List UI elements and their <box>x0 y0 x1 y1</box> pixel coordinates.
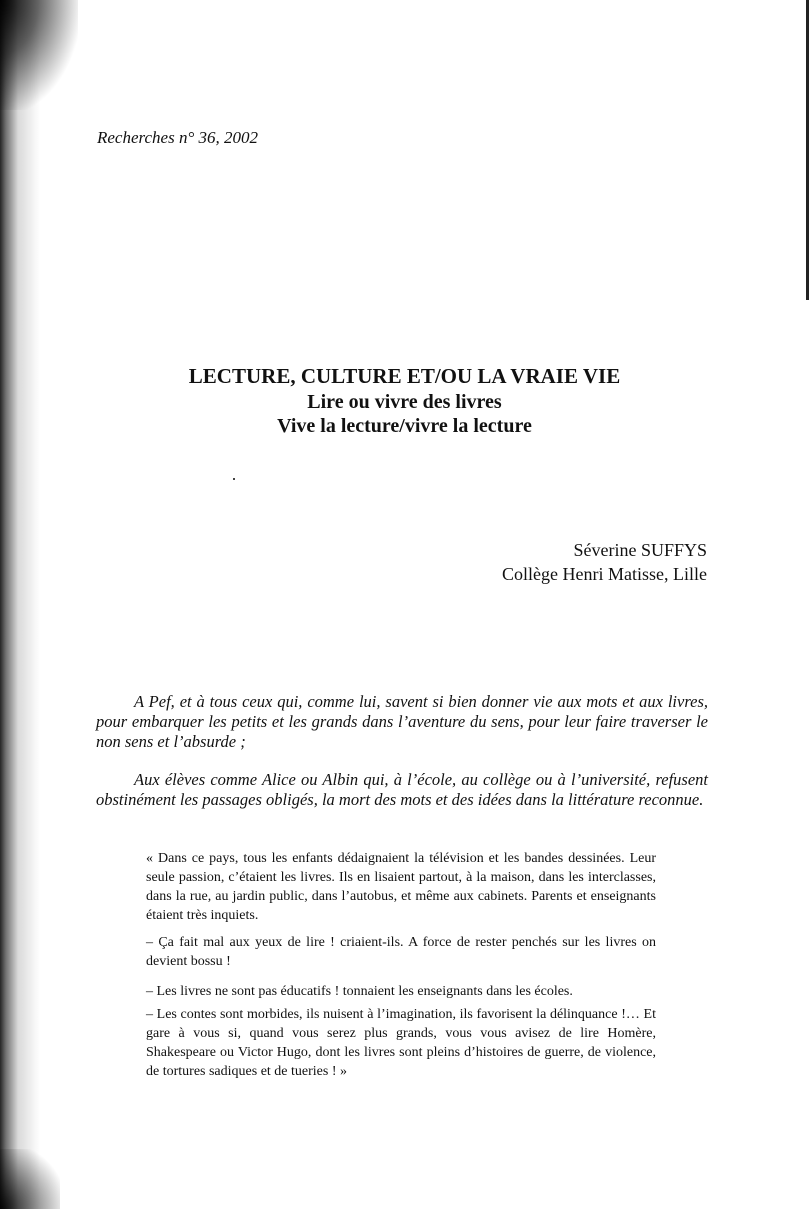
article-title: LECTURE, CULTURE ET/OU LA VRAIE VIE <box>188 364 621 388</box>
author-name: Séverine SUFFYS <box>573 540 707 560</box>
author-block <box>502 538 707 586</box>
quote-paragraph: « Dans ce pays, tous les enfants dédaignaient la télévision et les bandes dessinées. Leur seule passion, c’étaient les livres. Ils en lisaient partout, à la maison, dans les interclasses, dans la rue, au jardin public, dans l’autobus, et même aux cabinets. Parents et enseignants étaient très inquiets. <box>146 851 656 923</box>
scan-speck <box>233 478 235 480</box>
quote-paragraph: – Ça fait mal aux yeux de lire ! criaient-ils. A force de rester penchés sur les livres on devient bossu ! <box>146 935 656 969</box>
dedication-paragraph: Aux élèves comme Alice ou Albin qui, à l’école, au collège ou à l’université, refusent obstinément les passages obligés, la mort des mots et des idées dans la littérature reconnue. <box>96 770 708 809</box>
article-subtitle-1: Lire ou vivre des livres <box>307 391 502 413</box>
article-title-block <box>0 362 809 438</box>
scan-shadow-left <box>0 0 44 1209</box>
dedication-paragraph: A Pef, et à tous ceux qui, comme lui, savent si bien donner vie aux mots et aux livres, pour embarquer les petits et les grands dans l’aventure du sens, pour leur faire traverser le non sens et l’absurde ; <box>96 692 708 751</box>
quote-paragraph: – Les livres ne sont pas éducatifs ! tonnaient les enseignants dans les écoles. <box>146 984 573 999</box>
quote-paragraph: – Les contes sont morbides, ils nuisent à l’imagination, ils favorisent la délinquance !… Et gare à vous si, quand vous serez plus grands, vous vous avisez de lire Homère, Shakespeare ou Victor Hugo, dont les livres sont pleins d’histoires de guerre, de violence, de tortures sadiques et de tueries ! » <box>146 1007 656 1079</box>
article-subtitle-2: Vive la lecture/vivre la lecture <box>277 415 532 437</box>
author-affiliation: Collège Henri Matisse, Lille <box>502 564 707 584</box>
journal-reference: Recherches n° 36, 2002 <box>97 128 259 147</box>
